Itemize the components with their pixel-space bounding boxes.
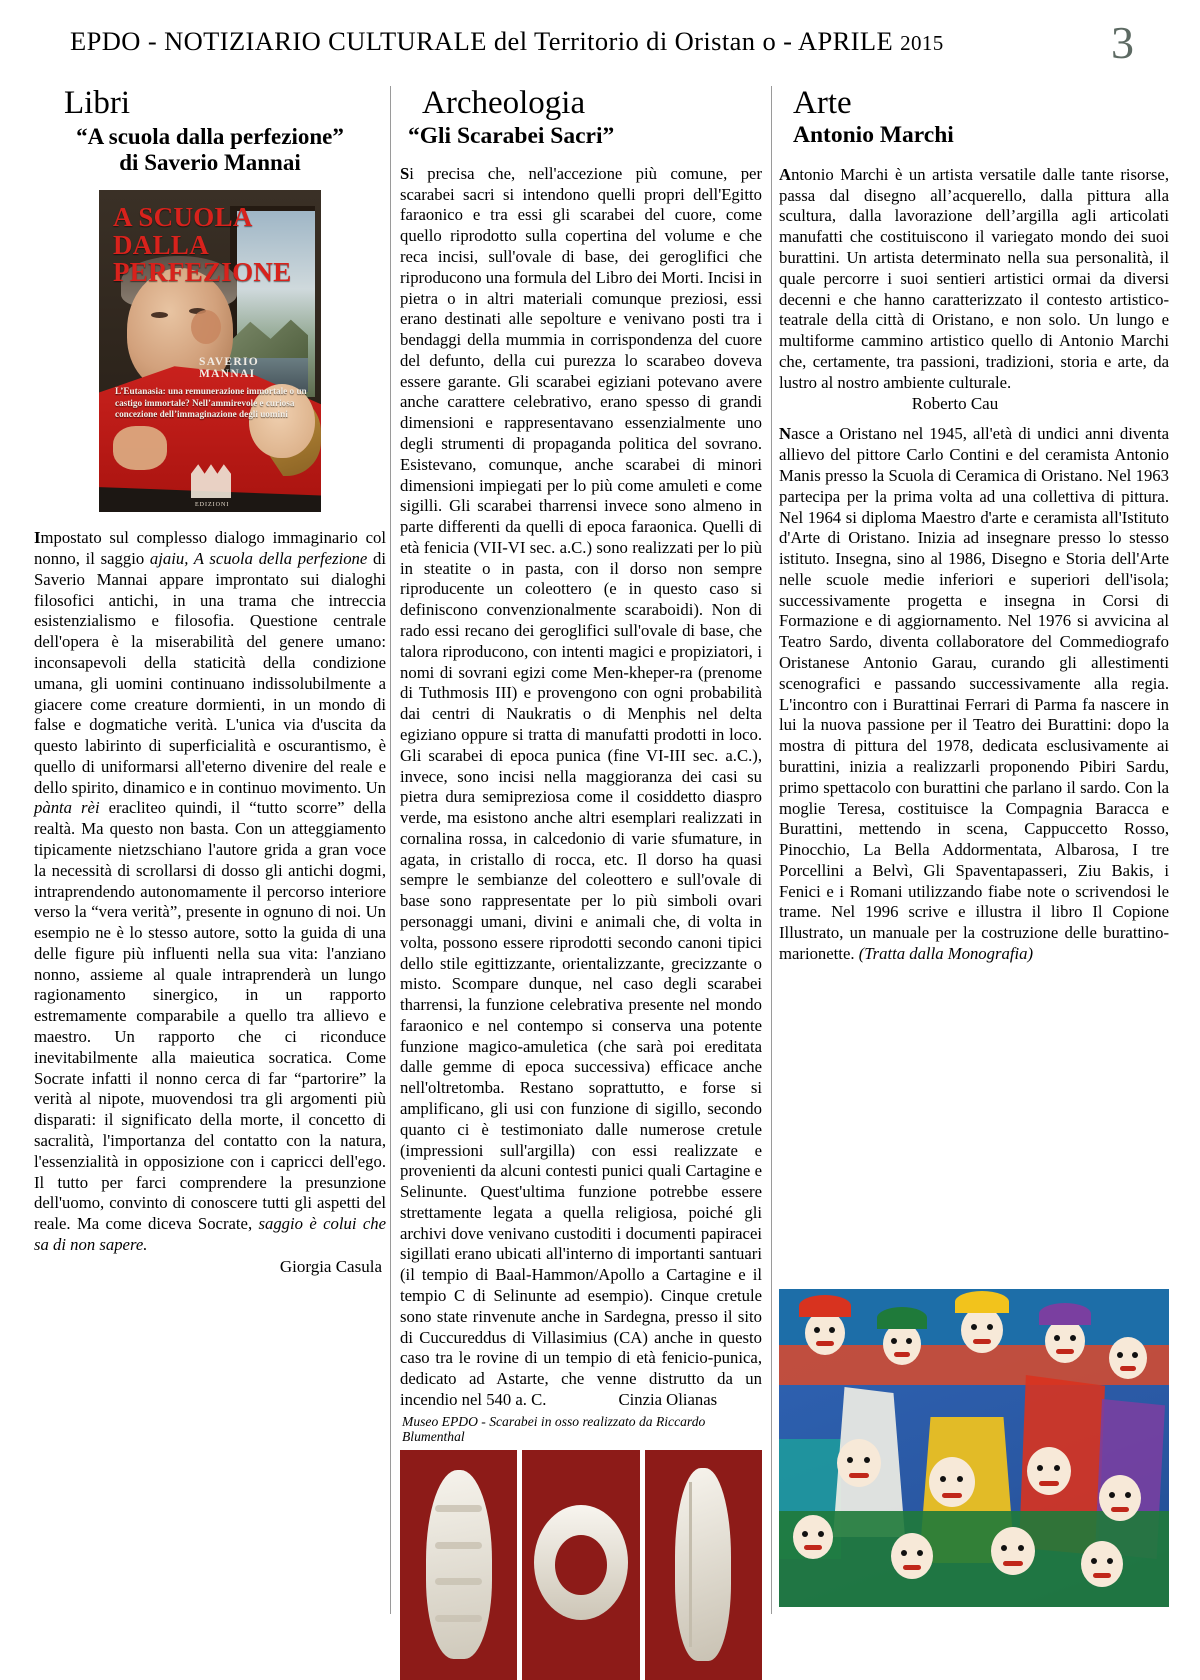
- scarab-photo-1: [400, 1450, 517, 1680]
- puppet-face-12: [991, 1527, 1035, 1575]
- page-number: 3: [1111, 17, 1134, 68]
- scarab-photo-2: [522, 1450, 639, 1680]
- puppet-hat-3: [955, 1291, 1009, 1313]
- drop-cap-libri: I: [34, 528, 41, 548]
- puppet-face-5: [1109, 1337, 1147, 1379]
- section-kicker-archeologia: Archeologia: [422, 85, 586, 121]
- burattini-painting-image: [779, 1289, 1169, 1607]
- body-libri-part3: eracliteo quindi, il “tutto scorre” della realtà. Ma questo non basta. Con un atteggiamento tipicamente nietzschiano l'autore grida a gran voce la necessità di scrollarsi di dosso gli antichi dogmi, intraprendendo autonomamente il percorso interiore verso la “vera verità”, presente in ognuno di noi. Un esempio ne è lo stesso autore, sotto la guida di una delle figure più influenti nella sua vita: l'anziano nonno, assieme al quale intraprenderà un lungo ragionamento sinergico, in un rapporto estremamente comparabile a quello tra allievo e maestro. Un rapporto che ci riconduce inevitabilmente alla maieutica socratica. Come Socrate infatti il nonno cerca di far “partorire” la verità al nipote, muovendosi tra gli argomenti più disparati: il significato della morte, il concetto di sacralità, l'importanza del contatto con la natura, l'essenzialità in opposizione con i capricci dell'ego. Il tutto per farci comprendere la presunzione dell'uomo, convinto di conoscere tutti gli aspetti del reale. Ma come diceva Socrate,: [34, 798, 386, 1234]
- body-libri-italic3: saggio è colui che sa di non sapere.: [34, 1214, 386, 1254]
- body-libri-part2: di Saverio Mannai appare improntato sui dialoghi filosofici antichi, in una trama che intreccia esistenzialismo e filosofia. Questione centrale dell'opera è la miserabilità del genere umano: inconsapevoli della staticità della condizione umana, gli uomini continuano indissolubilmente a giacere come creature dormienti, in un mondo di false e dogmatiche verità. L'unica via d'uscita da questo labirinto di superficialità e oscurantismo, è quello di uniformarsi all'eterno divenire del reale e dello spirito, dinamico e in continuo movimento. Un: [34, 549, 387, 797]
- scarabei-photo-strip: [400, 1450, 762, 1680]
- body-arte-text-1: ntonio Marchi è un artista versatile dalle tante risorse, passa dal disegno all’acquerello, dalla pittura alla scultura, dalla lavorazione dell’argilla agli articolati manufatti che costituiscono il variegato mondo dei suoi burattini. Un artista determinato nella sua personalità, il quale percorre i suoi sentieri artistici ormai da diversi decenni e che hanno caratterizzato il contesto artistico-teatrale della città di Oristano, e non solo. Un lungo e multiforme cammino artistico quello di Antonio Marchi che, certamente, tra passioni, tradizioni, storia e arte, da lustro al nostro ambiente culturale.: [779, 164, 1169, 392]
- puppet-face-8: [1027, 1447, 1071, 1495]
- body-libri-italic2: pànta rèi: [34, 798, 100, 818]
- headline-libri-line1: “A scuola dalla perfezione”: [76, 124, 344, 150]
- column-archeologia: [390, 86, 772, 1614]
- article-body-arte-2: [779, 424, 1169, 964]
- masthead-title-text: EPDO - NOTIZIARIO CULTURALE del Territorio di Oristan o - APRILE: [70, 26, 901, 56]
- puppet-face-13: [1081, 1541, 1123, 1587]
- body-libri-part1: mpostato sul complesso dialogo immaginario col nonno, il saggio: [34, 528, 386, 569]
- cover-title-text: A SCUOLA DALLA PERFEZIONE: [113, 202, 292, 288]
- body-arte-source-note: (Tratta dalla Monografia): [858, 943, 1034, 963]
- headline-archeologia: “Gli Scarabei Sacri”: [408, 123, 615, 150]
- puppet-face-9: [1099, 1475, 1141, 1521]
- puppet-face-3: [961, 1307, 1003, 1353]
- article-body-libri: [34, 528, 386, 1255]
- puppet-face-7: [929, 1457, 975, 1507]
- cover-author-text: SAVERIO MANNAI: [199, 356, 260, 381]
- section-kicker-libri: Libri: [64, 85, 130, 121]
- puppet-face-11: [891, 1533, 933, 1579]
- headline-libri-line2: di Saverio Mannai: [119, 150, 301, 176]
- publisher-logo-text: EDIZIONI: [195, 502, 230, 509]
- scarab-aperture: [555, 1535, 607, 1595]
- scarab-photo-3: [645, 1450, 762, 1680]
- body-libri-italic1: ajaiu, A scuola della perfezione: [149, 549, 368, 569]
- scarab-carving-3: [675, 1468, 731, 1661]
- puppet-face-1: [805, 1311, 845, 1355]
- puppet-face-2: [883, 1323, 921, 1365]
- publisher-logo-icon: [191, 464, 231, 498]
- article-body-archeologia: [400, 164, 762, 1411]
- section-kicker-arte: Arte: [793, 85, 852, 121]
- puppet-face-4: [1045, 1319, 1085, 1363]
- body-arte-text-2: asce a Oristano nel 1945, all'età di undici anni diventa allievo del pittore Carlo Contini e del ceramista Antonio Manis presso la Scuola di Ceramica di Oristano. Nel 1963 partecipa per la prima volta ad una collettiva di pittura. Nel 1964 si diploma Maestro d'arte e ceramista all'Istituto d'Arte di Oristano. Inizia ad insegnare presso lo stesso istituto. Insegna, sino al 1986, Disegno e Storia dell'Arte nelle scuole medie inferiori e superiori dell'isola; successivamente progetta e insegna in Corsi di Formazione e di aggiornamento. Nel 1976 si avvicina al Teatro Sardo, diventa collaboratore del Commediografo Oristanese Antonio Garau, curando gli allestimenti scenografici e passando successivamente alla regia. L'incontro con i Burattinai Ferrari di Parma fa nascere in lui la nuova passione per il Teatro dei Burattini: dopo la mostra di pittura del 1978, dedicata esclusivamente ai burattini, inizia a realizzarli proponendo Pibiri Sardu, primo spettacolo con burattini che parlano il sardo. Con la moglie Teresa, costituisce la Compagnia Baracca e Burattini, mettendo in scena, Cappuccetto Rosso, Pinocchio, La Bella Addormentata, Albarosa, I tre Porcellini a Belvì, Gli Spaventapasseri, Ziu Bakis, i Fenici e i Romani utilizzando fiabe note o scrivendosi le trame. Nel 1996 scrive e illustra il libro Il Copione Illustrato, un manuale per la costruzione delle burattino-marionette.: [779, 424, 1169, 963]
- photo-caption-scarabei: Museo EPDO - Scarabei in osso realizzato da Riccardo Blumenthal: [402, 1413, 706, 1444]
- masthead-year: 2015: [900, 31, 944, 55]
- cover-hand: [113, 426, 167, 470]
- cover-subtitle-text: L’Eutanasia: una remunerazione immortale o un castigo immortale? Nell’ammirevole e curiosa concezione dell’immaginazione degli uomini: [115, 386, 307, 419]
- byline-archeologia: Cinzia Olianas: [618, 1389, 718, 1409]
- drop-cap-arte-2: N: [779, 424, 792, 444]
- masthead-title: [70, 26, 944, 57]
- drop-cap-arte-1: A: [779, 164, 792, 184]
- body-archeologia-text: i precisa che, nell'accezione più comune, per scarabei sacri si intendono quelli propri dell'Egitto faraonico e tra essi gli scarabei del cuore, come quello riprodotto sulla copertina del volume e che reca incisi, sull'ovale di base, dei geroglifici che riproducono una formula del Libro dei Morti. Incisi in pietra o in altri materiali comunque preziosi, essi erano destinati alle sepolture e venivano posti tra i bendaggi della mummia in corrispondenza del cuore del defunto, della cui purezza lo scarabeo doveva essere garante. Gli scarabei egiziani potevano avere anche carattere celebrativo, erano spesso di grandi dimensioni e rappresentavano essenzialmente uno degli strumenti di propaganda politica del sovrano. Esistevano, comunque, anche scarabei di minori dimensioni impiegati per lo più come amuleti e come sigilli. Gli scarabei tharrensi invece sono almeno in parte differenti da quelli di epoca faraonica. Quelli di età fenicia (VII-VI sec. a.C.) sono realizzati per lo più in steatite o in pasta, con il dorso non sempre riproducente un coleottero (e in questo caso si definiscono convenzionalmente scaraboidi). Non di rado essi recano dei geroglifici sull'ovale di base, che talora riproducono, con intenti magici e propiziatori, i nomi di sovrani egizi come Men-kheper-ra (prenome di Tuthmosis III) e provengono con ogni probabilità dai centri di Naukratis o di Menphis nel delta egiziano oppure si tratta di manufatti prodotti in loco. Gli scarabei di epoca punica (fine VI-III sec. a.C.), invece, sono incisi nella maggioranza dei casi su pietra dura semipreziosa come il cosiddetto diaspro verde, ma esistono anche altri esemplari realizzati in cornalina rossa, in calcedonio di varie sfumature, in agata, in cristallo di rocca, etc. Il dorso ha quasi sempre le sembianze del coleottero e sull'ovale di base sono rappresentate per lo più simboli ovari personaggi umani, divini e animali che, di volta in volta, possono essere riprodotti secondo canoni tipici dello stile egittizzante, orientalizzante, grecizzante o misto. Scompare dunque, nel caso degli scarabei tharrensi, la funzione celebrativa presente nel mondo faraonico e nel contempo si conserva una potente funzione magico-amuletica (che sarà poi ereditata dalle gemme di epoca successiva) efficace anche nell'oltretomba. Restano soprattutto, e forse si amplificano, gli usi con funzione di sigillo, secondo quanto ci è testimoniato dalle numerose cretule (impressioni sull'argilla) con essi realizzate e provenienti da alcuni contesti punici quali Cartagine e Selinunte. Quest'ultima funzione potrebbe essere strettamente legata a quella religiosa, poiché gli archivi dove venivano custoditi i documenti papiracei sigillati erano ubicati all'interno di importanti santuari (il tempio di Baal-Hammon/Apollo a Cartagine e il tempio C di Selinunte ad esempio). Cinque cretule sono state rinvenute anche in Sardegna, presso il sito di Cuccureddus di Villasimius (CA) anche in questo caso tra le rovine di un tempio di età fenicio-punica, dedicato ad Astarte, che venne distrutto da un incendio nel 540 a. C.: [400, 163, 762, 1409]
- byline-arte-1: Roberto Cau: [911, 394, 999, 414]
- drop-cap-archeologia: S: [400, 163, 410, 183]
- column-libri: [34, 86, 386, 1606]
- puppet-hat-1: [799, 1295, 851, 1317]
- puppet-face-10: [793, 1515, 833, 1559]
- puppet-hat-4: [1039, 1303, 1091, 1325]
- book-cover-image: [99, 190, 321, 512]
- article-body-arte-1: [779, 165, 1169, 394]
- headline-libri: [34, 124, 386, 176]
- masthead: [0, 17, 1200, 70]
- puppet-face-6: [837, 1439, 881, 1487]
- byline-libri: Giorgia Casula: [279, 1256, 382, 1276]
- puppet-hat-2: [877, 1307, 927, 1329]
- scarab-carving-1: [426, 1470, 492, 1659]
- scarab-spine-line: [689, 1482, 692, 1648]
- headline-arte: Antonio Marchi: [793, 122, 954, 149]
